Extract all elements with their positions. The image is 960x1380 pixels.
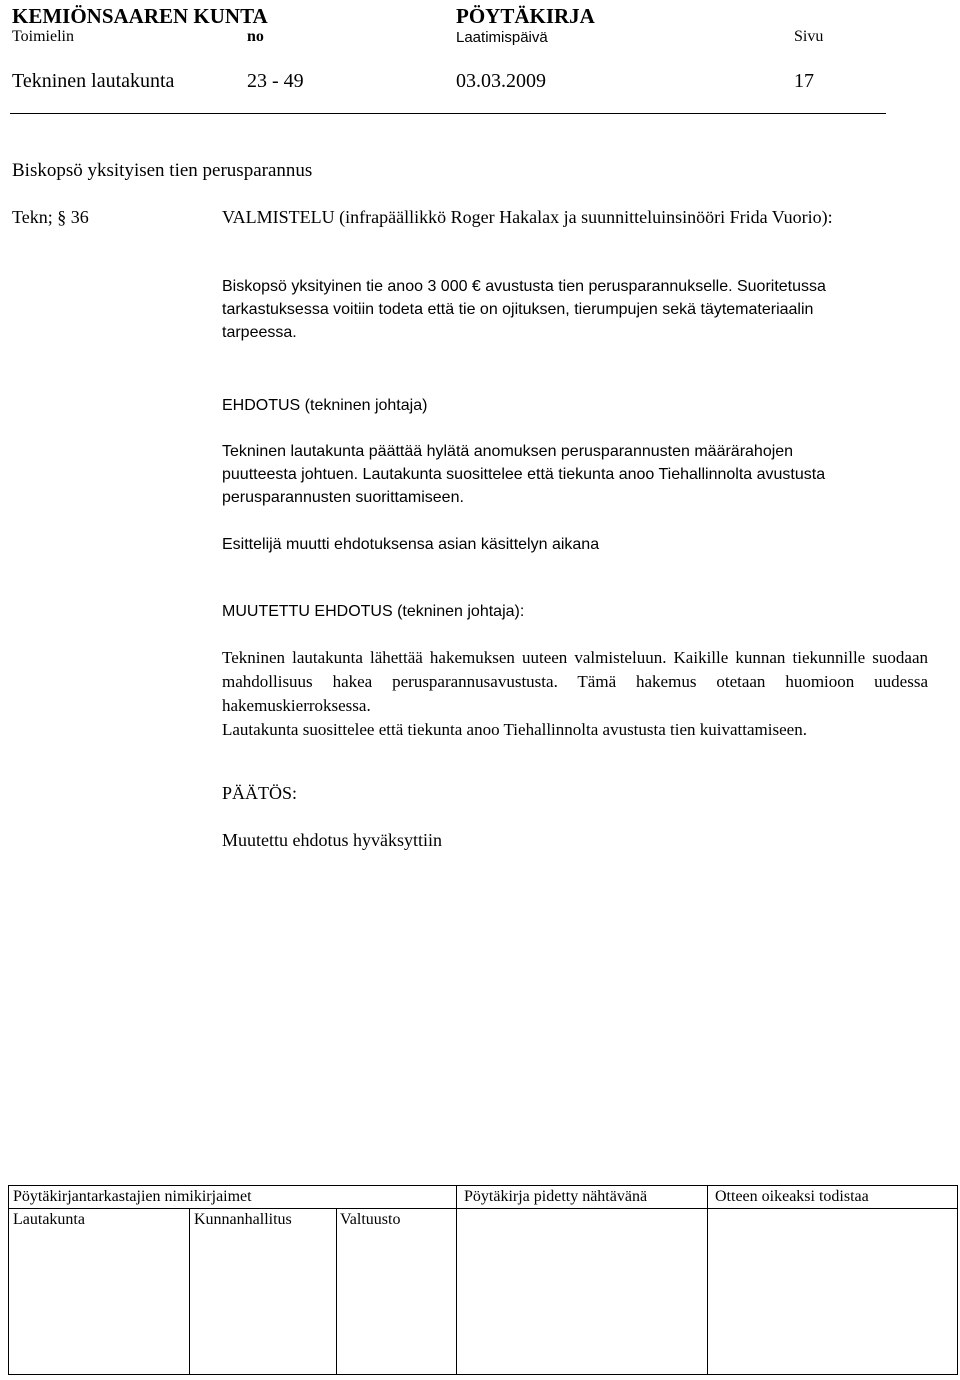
decision-text: Muutettu ehdotus hyväksyttiin (222, 830, 442, 850)
amended-proposal-heading: MUUTETTU EHDOTUS (tekninen johtaja): (222, 603, 525, 620)
signatures-label: Pöytäkirjantarkastajien nimikirjaimet (13, 1188, 252, 1205)
label-number: no (247, 28, 264, 45)
body-name: Tekninen lautakunta (12, 70, 175, 92)
footer-divider (9, 1208, 957, 1209)
footer-column-divider (707, 1186, 708, 1374)
presenter-note: Esittelijä muutti ehdotuksensa asian käsittelyn aikana (222, 536, 600, 553)
preparation-heading: VALMISTELU (infrapäällikkö Roger Hakalax ja suunnitteluinsinööri Frida Vuorio): (222, 207, 833, 227)
municipality-name: KEMIÖNSAAREN KUNTA (12, 4, 268, 28)
header-divider (10, 113, 886, 114)
matter-title: Biskopsö yksityisen tien perusparannus (12, 160, 313, 181)
text-line: tarkastuksessa voitiin todeta että tie on ojituksen, tierumpujen sekä täytemateriaalin (222, 301, 814, 318)
decision-heading: PÄÄTÖS: (222, 783, 298, 803)
footer-column-divider (336, 1208, 337, 1374)
minutes-date: 03.03.2009 (456, 70, 546, 92)
proposal-heading: EHDOTUS (tekninen johtaja) (222, 397, 428, 414)
text-line: Biskopsö yksityinen tie anoo 3 000 € avustusta tien perusparannukselle. Suoritetussa (222, 278, 826, 295)
text-line: tarpeessa. (222, 324, 297, 341)
amended-paragraph: Tekninen lautakunta lähettää hakemuksen uuteen valmisteluun. Kaikille kunnan tiekunnille suodaan mahdollisuus hakea perusparannusavustusta. Tämä hakemus otetaan huomioon uudessa hakemuskierroksessa. (222, 648, 928, 715)
signature-box (8, 1185, 958, 1375)
proposal-text (222, 440, 825, 509)
footer-column-divider (189, 1208, 190, 1374)
minutes-number-range: 23 - 49 (247, 70, 304, 92)
text-line: Tekninen lautakunta päättää hylätä anomuksen perusparannusten määrärahojen (222, 443, 794, 460)
amended-proposal-text (222, 646, 928, 742)
displayed-label: Pöytäkirja pidetty nähtävänä (464, 1188, 648, 1205)
text-line: puutteesta johtuen. Lautakunta suosittelee että tiekunta anoo Tiehallinnolta avustusta (222, 466, 826, 483)
page-number: 17 (794, 70, 814, 92)
label-body: Toimielin (12, 28, 74, 45)
amended-paragraph: Lautakunta suosittelee että tiekunta anoo Tiehallinnolta avustusta tien kuivattamiseen. (222, 720, 807, 739)
text-line: perusparannusten suorittamiseen. (222, 489, 464, 506)
column-board: Lautakunta (13, 1211, 85, 1228)
column-municipal-board: Kunnanhallitus (194, 1211, 292, 1228)
column-council: Valtuusto (340, 1211, 401, 1228)
footer-column-divider (456, 1186, 457, 1374)
label-page: Sivu (794, 28, 824, 45)
certified-label: Otteen oikeaksi todistaa (715, 1188, 869, 1205)
label-date: Laatimispäivä (456, 29, 548, 46)
preparation-text (222, 275, 826, 344)
section-reference: Tekn; § 36 (12, 207, 89, 227)
document-type: PÖYTÄKIRJA (456, 4, 595, 28)
